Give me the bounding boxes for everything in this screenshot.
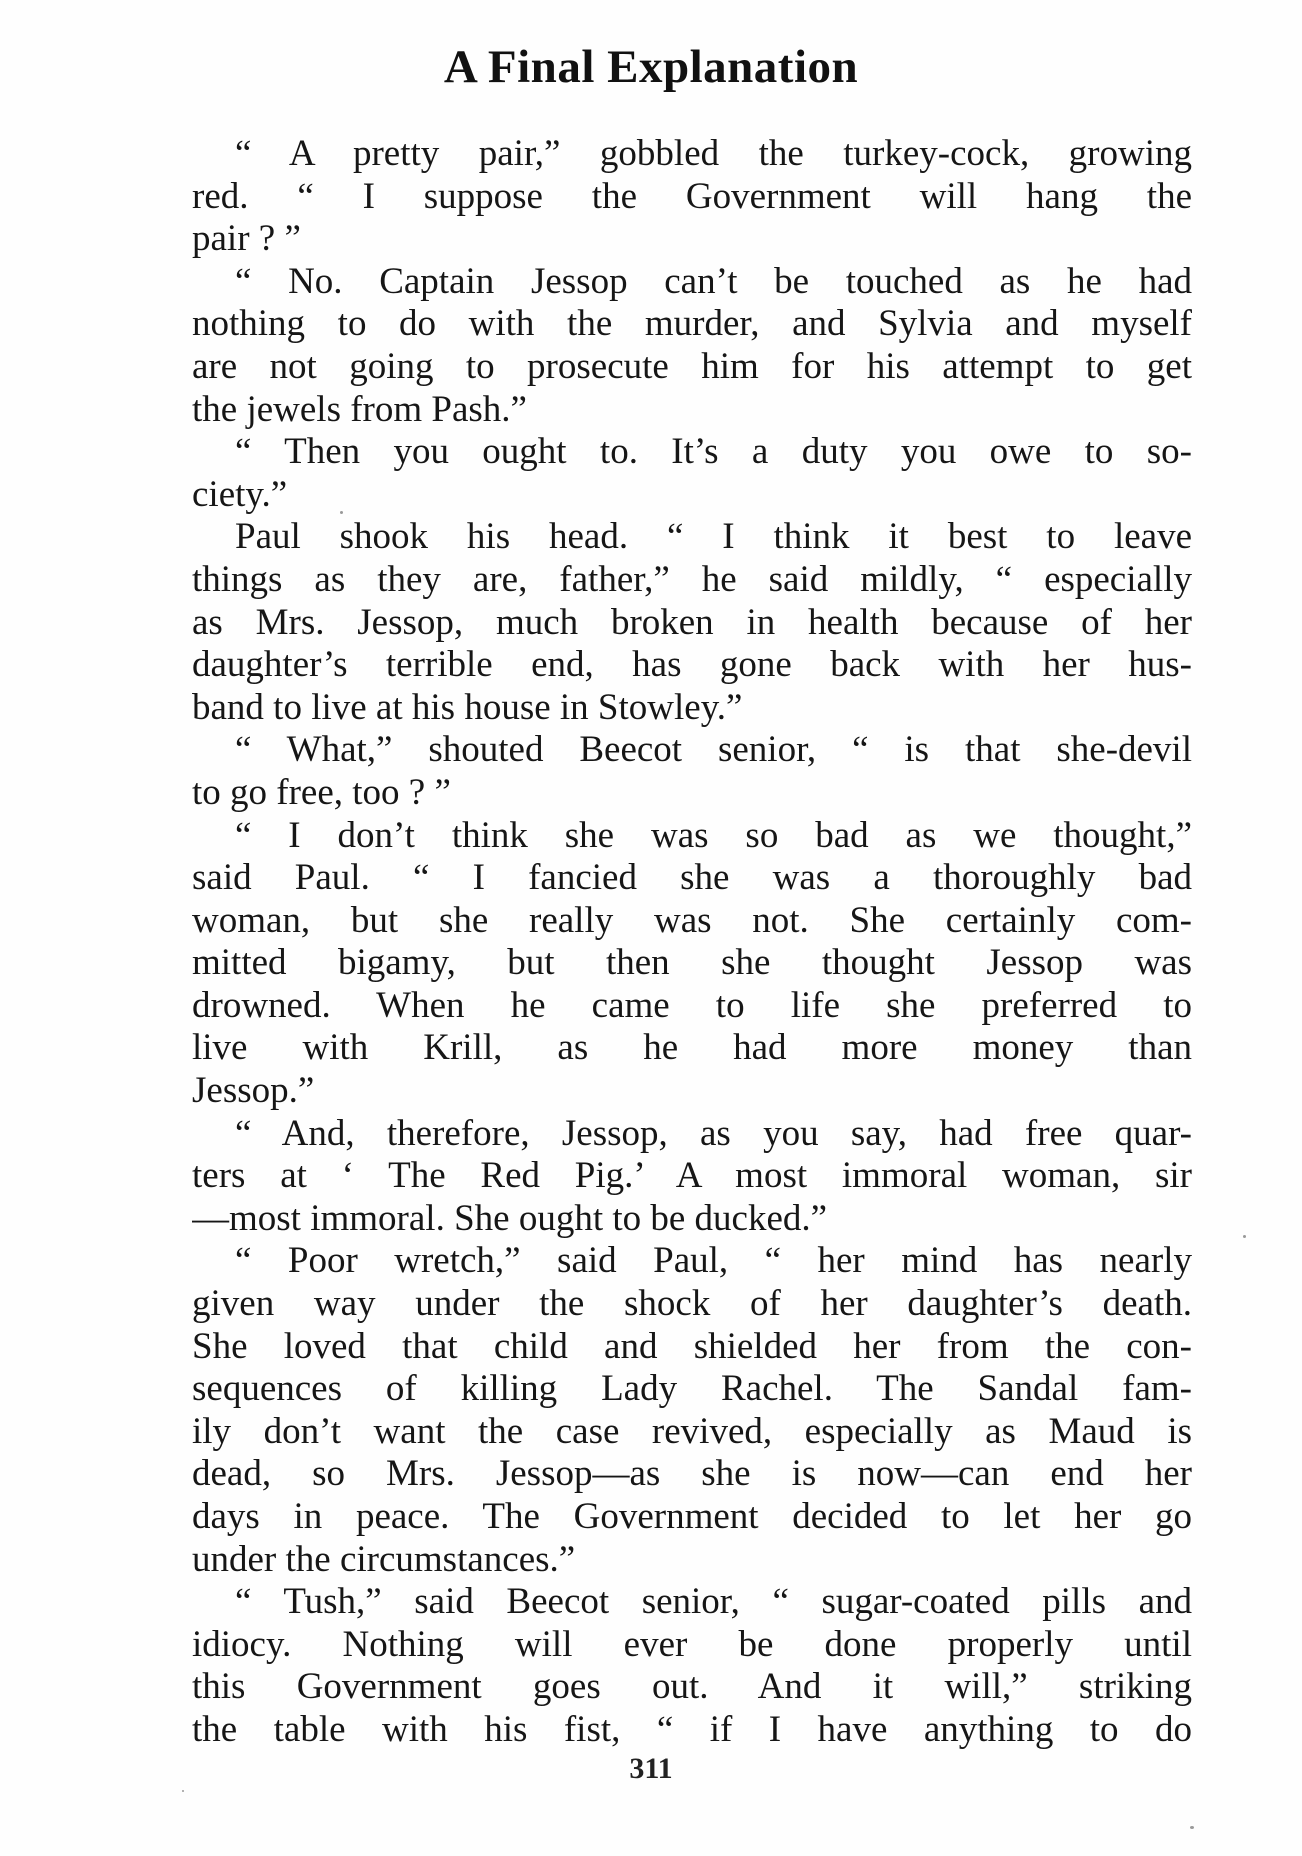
text-line: this Government goes out. And it will,” striking — [192, 1666, 1192, 1708]
print-speck — [182, 1790, 184, 1792]
text-line: Paul shook his head. “ I think it best to leave — [235, 516, 1192, 558]
text-line: pair ? ” — [192, 218, 301, 260]
text-line: things as they are, father,” he said mildly, “ especially — [192, 558, 1192, 600]
text-line: She loved that child and shielded her from the con- — [192, 1325, 1192, 1367]
text-line: “ No. Captain Jessop can’t be touched as he had — [235, 260, 1192, 302]
text-line: Jessop.” — [192, 1070, 315, 1112]
text-line: are not going to prosecute him for his attempt to get — [192, 345, 1192, 387]
text-line: “ A pretty pair,” gobbled the turkey-cock, growing — [235, 133, 1192, 174]
text-line: “ What,” shouted Beecot senior, “ is that she-devil — [235, 729, 1192, 771]
print-speck — [1243, 1235, 1246, 1238]
text-line: band to live at his house in Stowley.” — [192, 686, 743, 728]
text-line: to go free, too ? ” — [192, 771, 451, 813]
text-line: idiocy. Nothing will ever be done properly until — [192, 1623, 1192, 1665]
text-line: red. “ I suppose the Government will hang the — [192, 175, 1192, 217]
text-line: ters at ‘ The Red Pig.’ A most immoral woman, sir — [192, 1155, 1192, 1197]
text-line: said Paul. “ I fancied she was a thoroughly bad — [192, 857, 1192, 899]
text-line: the jewels from Pash.” — [192, 388, 527, 430]
text-line: daughter’s terrible end, has gone back with her hus- — [192, 644, 1192, 686]
page-number: 311 — [629, 1752, 673, 1785]
text-line: under the circumstances.” — [192, 1538, 576, 1580]
text-line: “ Then you ought to. It’s a duty you owe to so- — [235, 431, 1192, 473]
text-line: dead, so Mrs. Jessop—as she is now—can end her — [192, 1453, 1192, 1495]
text-line: ciety.” — [192, 473, 288, 515]
text-line: “ And, therefore, Jessop, as you say, had free quar- — [235, 1112, 1192, 1154]
running-head: A Final Explanation — [443, 41, 859, 93]
text-line: drowned. When he came to life she preferred to — [192, 984, 1192, 1026]
print-speck — [340, 511, 343, 514]
text-line: —most immoral. She ought to be ducked.” — [192, 1197, 828, 1239]
body-text — [192, 133, 1192, 1752]
text-line: given way under the shock of her daughter’s death. — [192, 1283, 1192, 1325]
text-line: woman, but she really was not. She certainly com- — [192, 899, 1192, 941]
text-line: “ I don’t think she was so bad as we thought,” — [235, 814, 1192, 856]
print-speck — [1190, 1826, 1194, 1829]
text-line: as Mrs. Jessop, much broken in health because of her — [192, 601, 1192, 643]
text-line: mitted bigamy, but then she thought Jessop was — [192, 942, 1192, 984]
text-line: ily don’t want the case revived, especially as Maud is — [192, 1410, 1192, 1452]
text-line: days in peace. The Government decided to let her go — [192, 1496, 1192, 1537]
text-line: live with Krill, as he had more money than — [192, 1027, 1192, 1069]
text-line: “ Tush,” said Beecot senior, “ sugar-coated pills and — [235, 1581, 1192, 1623]
text-line: sequences of killing Lady Rachel. The Sandal fam- — [192, 1368, 1192, 1410]
text-line: nothing to do with the murder, and Sylvia and myself — [192, 303, 1192, 345]
text-line: the table with his fist, “ if I have anything to do — [192, 1708, 1192, 1750]
text-line: “ Poor wretch,” said Paul, “ her mind has nearly — [235, 1240, 1192, 1282]
